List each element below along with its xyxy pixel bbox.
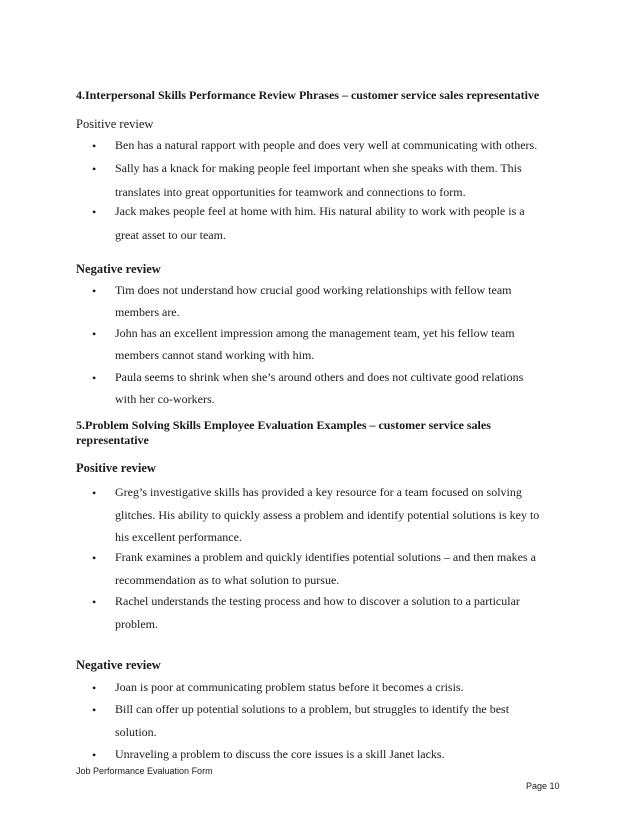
s5-pos-item-1-line-3: his excellent performance. <box>115 530 242 544</box>
s5-pos-item-2-line-1: Frank examines a problem and quickly identifies potential solutions – and then makes a <box>115 550 536 564</box>
s5-pos-item-3-line-2: problem. <box>115 617 158 631</box>
s4-pos-item-2-line-2: translates into great opportunities for teamwork and connections to form. <box>115 185 466 199</box>
bullet-icon: • <box>92 595 97 609</box>
bullet-icon: • <box>92 327 97 341</box>
s5-positive-label: Positive review <box>76 461 156 475</box>
footer-form-name: Job Performance Evaluation Form <box>76 766 213 776</box>
s5-pos-item-1-line-2: glitches. His ability to quickly assess a problem and identify potential solutions is key to <box>115 508 540 522</box>
s5-neg-item-1-line-1: Joan is poor at communicating problem status before it becomes a crisis. <box>115 680 464 694</box>
bullet-icon: • <box>92 703 97 717</box>
s4-neg-item-3-line-2: with her co-workers. <box>115 392 215 406</box>
section-5-heading-line-1: 5.Problem Solving Skills Employee Evaluation Examples – customer service sales <box>76 418 491 432</box>
bullet-icon: • <box>92 205 97 219</box>
s4-positive-label: Positive review <box>76 117 154 131</box>
bullet-icon: • <box>92 371 97 385</box>
s4-neg-item-1-line-1: Tim does not understand how crucial good working relationships with fellow team <box>115 283 512 297</box>
section-5-heading-line-2: representative <box>76 433 149 447</box>
s4-pos-item-1-line-1: Ben has a natural rapport with people and does very well at communicating with others. <box>115 138 538 152</box>
s5-neg-item-3-line-1: Unraveling a problem to discuss the core issues is a skill Janet lacks. <box>115 747 445 761</box>
s4-pos-item-3-line-2: great asset to our team. <box>115 228 226 242</box>
s5-pos-item-1-line-1: Greg’s investigative skills has provided a key resource for a team focused on solving <box>115 485 522 499</box>
s4-neg-item-2-line-2: members cannot stand working with him. <box>115 348 315 362</box>
bullet-icon: • <box>92 162 97 176</box>
bullet-icon: • <box>92 139 97 153</box>
footer-page-number: Page 10 <box>526 781 560 791</box>
section-4-heading: 4.Interpersonal Skills Performance Review Phrases – customer service sales representative <box>76 88 540 102</box>
bullet-icon: • <box>92 748 97 762</box>
s4-pos-item-3-line-1: Jack makes people feel at home with him. His natural ability to work with people is a <box>115 204 525 218</box>
s5-neg-item-2-line-2: solution. <box>115 725 157 739</box>
bullet-icon: • <box>92 681 97 695</box>
s4-neg-item-1-line-2: members are. <box>115 305 180 319</box>
s5-pos-item-2-line-2: recommendation as to what solution to pursue. <box>115 573 340 587</box>
s5-negative-label: Negative review <box>76 658 161 672</box>
s4-negative-label: Negative review <box>76 262 161 276</box>
bullet-icon: • <box>92 486 97 500</box>
s4-pos-item-2-line-1: Sally has a knack for making people feel important when she speaks with them. This <box>115 161 522 175</box>
s5-neg-item-2-line-1: Bill can offer up potential solutions to a problem, but struggles to identify the best <box>115 702 510 716</box>
s4-neg-item-2-line-1: John has an excellent impression among the management team, yet his fellow team <box>115 326 515 340</box>
s5-pos-item-3-line-1: Rachel understands the testing process and how to discover a solution to a particular <box>115 594 520 608</box>
s4-neg-item-3-line-1: Paula seems to shrink when she’s around others and does not cultivate good relations <box>115 370 524 384</box>
bullet-icon: • <box>92 551 97 565</box>
bullet-icon: • <box>92 284 97 298</box>
